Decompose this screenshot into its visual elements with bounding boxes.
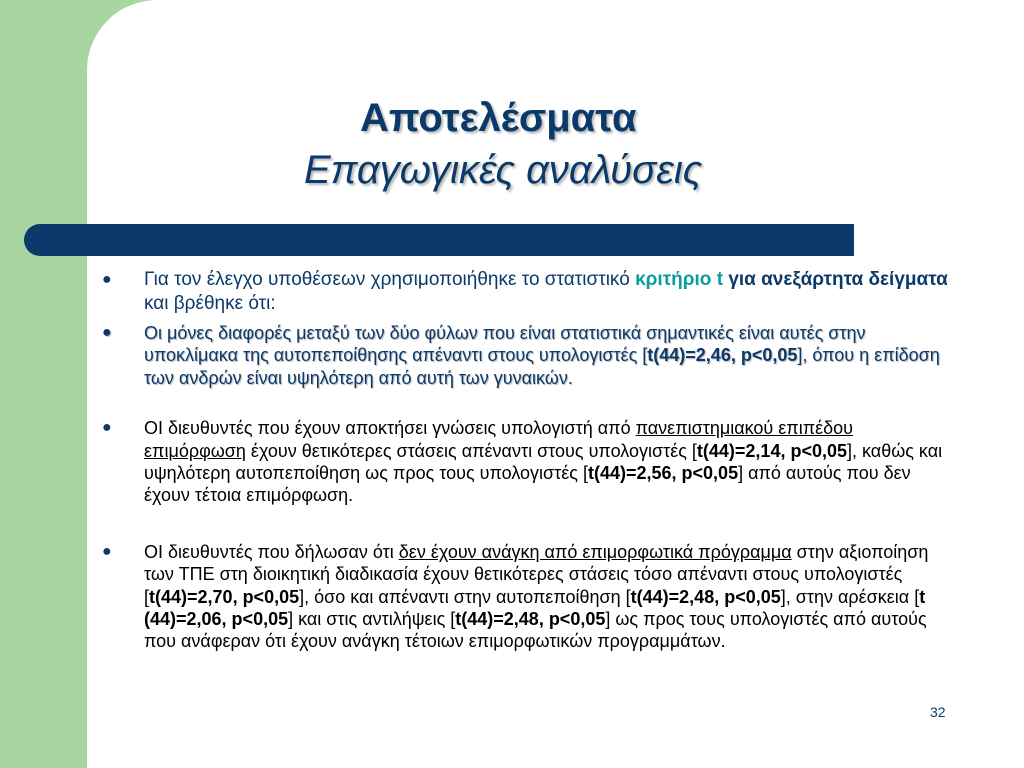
text: και βρέθηκε ότι:: [144, 293, 276, 314]
bullet-no-training-need: [100, 541, 950, 653]
stat-text: t(44)=2,48, p<0,05: [455, 609, 606, 630]
text: ] από αυτούς που δεν έχουν τέτοια επιμόρφωση.: [144, 463, 911, 506]
stat-text: t(44)=2,48, p<0,05: [630, 586, 781, 607]
stat-text: t (44)=2,06, p<0,05: [144, 586, 926, 630]
bullet-icon: ●: [102, 419, 112, 437]
bold-text: για ανεξάρτητα δείγματα: [728, 269, 948, 290]
slide-title: Αποτελέσματα: [360, 96, 637, 140]
stat-text: t(44)=2,46, p<0,05: [647, 345, 798, 366]
bullet-t-test: [100, 268, 950, 316]
bullet-icon: ●: [102, 542, 112, 560]
text: ], στην αρέσκεια [: [780, 586, 920, 607]
text: ], καθώς και υψηλότερη αυτοπεποίθηση ως προς τους υπολογιστές [: [144, 440, 943, 484]
slide-subtitle: Επαγωγικές αναλύσεις: [304, 148, 703, 192]
page-number: 32: [930, 704, 946, 720]
bullet-icon: ●: [102, 324, 112, 341]
text: ] ως προς τους υπολογιστές από αυτούς που ανάφεραν ότι έχουν ανάγκη τέτοιων επιμορφωτικών προγραμμάτων.: [144, 609, 927, 652]
text: ΟΙ διευθυντές που δήλωσαν ότι: [144, 541, 399, 562]
text: ΟΙ διευθυντές που έχουν αποκτήσει γνώσεις υπολογιστή από: [144, 418, 636, 439]
underlined-text: δεν έχουν ανάγκη από επιμορφωτικά πρόγραμμα: [398, 541, 792, 562]
stat-text: t(44)=2,70, p<0,05: [149, 586, 300, 607]
stat-text: t(44)=2,56, p<0,05: [587, 463, 739, 484]
bullet-icon: ●: [102, 271, 112, 288]
text: Για τον έλεγχο υποθέσεων χρησιμοποιήθηκε το στατιστικό: [144, 269, 636, 290]
highlight-text: κριτήριο t: [635, 269, 724, 290]
text: ] και στις αντιλήψεις [: [288, 609, 456, 630]
text: ], όπου η επίδοση των ανδρών είναι υψηλότερη από αυτή των γυναικών.: [144, 345, 940, 388]
bullet-university-training: [100, 417, 950, 507]
text: Οι μόνες διαφορές μεταξύ των δύο φύλων που είναι στατιστικά σημαντικές είναι αυτές στην υποκλίμακα της αυτοπεποίθησης απέναντι στους υπολογιστές [: [144, 323, 866, 366]
bullet-list: [100, 268, 950, 653]
text: έχουν θετικότερες στάσεις απέναντι στους υπολογιστές [: [245, 440, 697, 461]
bullet-gender-differences: [100, 322, 950, 389]
title-divider-bar: [24, 224, 854, 256]
text: στην αξιοποίηση των ΤΠΕ στη διοικητική διαδικασία έχουν θετικότερες στάσεις τόσο απέναντι στους υπολογιστές [: [144, 541, 929, 607]
stat-text: t(44)=2,14, p<0,05: [696, 440, 847, 461]
text: ], όσο και απέναντι στην αυτοπεποίθηση [: [299, 586, 631, 607]
underlined-text: πανεπιστημιακού επιπέδου επιμόρφωση: [144, 418, 854, 461]
